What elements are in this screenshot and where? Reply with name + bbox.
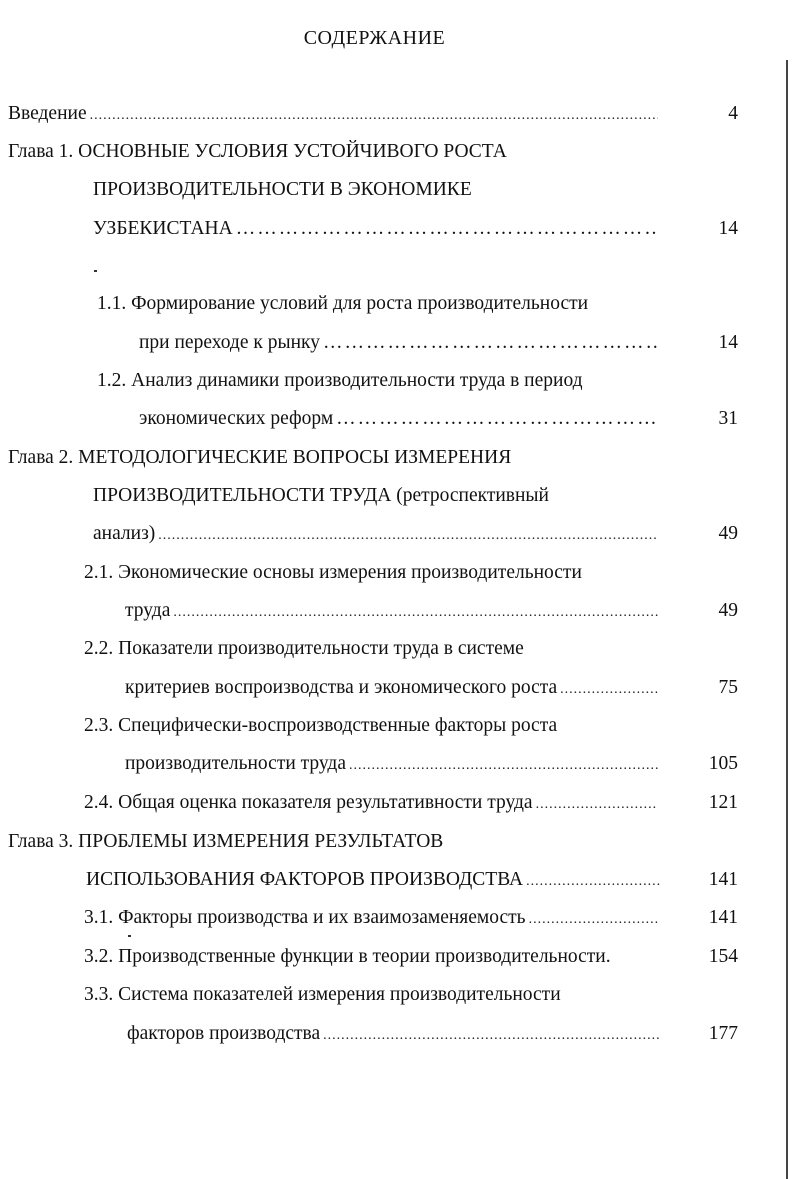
toc-entry-label: факторов производства — [127, 1023, 321, 1044]
toc-entry-label: Глава 1. ОСНОВНЫЕ УСЛОВИЯ УСТОЙЧИВОГО РОСТА — [8, 141, 507, 162]
toc-entry-2-3-cont[interactable] — [125, 751, 658, 777]
toc-entry-label: Глава 2. МЕТОДОЛОГИЧЕСКИЕ ВОПРОСЫ ИЗМЕРЕНИЯ — [8, 447, 512, 468]
scan-edge-line — [786, 60, 788, 1179]
toc-entry-3-3-cont[interactable] — [127, 1021, 661, 1047]
toc-entry-3-1[interactable] — [84, 905, 658, 931]
toc-entry-1-2[interactable] — [97, 368, 583, 394]
chapter-3-heading-end[interactable] — [86, 867, 661, 893]
toc-entry-label: ИСПОЛЬЗОВАНИЯ ФАКТОРОВ ПРОИЗВОДСТВА — [86, 869, 524, 890]
dot-leader — [323, 330, 658, 356]
toc-entry-label: 2.2. Показатели производительности труда в системе — [84, 638, 524, 659]
toc-entry-label: 3.3. Система показателей измерения производительности — [84, 984, 561, 1005]
toc-entry-introduction[interactable] — [8, 101, 658, 127]
toc-entry-label: при переходе к рынку — [139, 332, 320, 353]
dot-leader — [158, 523, 658, 547]
toc-entry-label: 3.1. Факторы производства и их взаимозаменяемость — [84, 907, 526, 928]
toc-entry-label: 1.1. Формирование условий для роста производительности — [97, 293, 589, 314]
toc-entry-label: 1.2. Анализ динамики производительности труда в период — [97, 370, 583, 391]
dot-leader — [560, 677, 658, 701]
page-number: 75 — [718, 677, 738, 698]
toc-entry-label: 3.2. Производственные функции в теории производительности. — [84, 946, 611, 967]
dot-leader — [90, 103, 658, 127]
toc-entry-label: Глава 3. ПРОБЛЕМЫ ИЗМЕРЕНИЯ РЕЗУЛЬТАТОВ — [8, 831, 444, 852]
toc-entry-label: 2.1. Экономические основы измерения производительности — [84, 562, 582, 583]
dot-leader — [336, 406, 658, 432]
dot-leader — [236, 216, 658, 242]
chapter-2-heading-end[interactable] — [93, 521, 658, 547]
toc-entry-label: критериев воспроизводства и экономического роста — [125, 677, 558, 698]
scan-speck — [128, 935, 131, 937]
page-number: 49 — [718, 600, 738, 621]
toc-entry-label: 2.4. Общая оценка показателя результативности труда — [84, 792, 533, 813]
toc-entry-1-2-cont[interactable] — [139, 406, 658, 432]
toc-entry-label: экономических реформ — [139, 408, 334, 429]
chapter-1-heading[interactable] — [8, 139, 507, 165]
toc-entry-3-3[interactable] — [84, 982, 561, 1008]
page-title: СОДЕРЖАНИЕ — [303, 27, 446, 49]
toc-entry-label: анализ) — [93, 523, 156, 544]
dot-leader — [526, 869, 661, 893]
toc-entry-2-1-cont[interactable] — [125, 598, 658, 624]
dot-leader — [173, 600, 658, 624]
toc-entry-2-4[interactable] — [84, 790, 658, 816]
toc-entry-label: 2.3. Специфически-воспроизводственные факторы роста — [84, 715, 558, 736]
toc-entry-label: ПРОИЗВОДИТЕЛЬНОСТИ ТРУДА (ретроспективный — [93, 485, 549, 506]
toc-entry-2-1[interactable] — [84, 560, 582, 586]
page-number: 14 — [718, 218, 738, 239]
toc-entry-2-2-cont[interactable] — [125, 675, 658, 701]
toc-entry-label: ПРОИЗВОДИТЕЛЬНОСТИ В ЭКОНОМИКЕ — [93, 179, 472, 200]
page-number: 49 — [718, 523, 738, 544]
toc-entry-label: Введение — [8, 103, 87, 124]
dot-leader — [349, 753, 658, 777]
chapter-2-heading[interactable] — [8, 445, 511, 471]
page-number: 141 — [708, 907, 738, 928]
page-number: 121 — [708, 792, 738, 813]
toc-entry-3-2[interactable] — [84, 944, 611, 970]
toc-entry-1-1-cont[interactable] — [139, 330, 658, 356]
toc-entry-1-1[interactable] — [97, 291, 588, 317]
toc-entry-2-3[interactable] — [84, 713, 557, 739]
toc-entry-2-2[interactable] — [84, 636, 524, 662]
dot-leader — [323, 1023, 661, 1047]
page-number: 141 — [708, 869, 738, 890]
chapter-1-heading-cont — [93, 177, 472, 203]
dot-leader — [529, 907, 658, 931]
toc-entry-label: УЗБЕКИСТАНА — [93, 218, 233, 239]
page-number: 154 — [708, 946, 738, 967]
page-number: 4 — [728, 103, 738, 124]
page-number: 177 — [708, 1023, 738, 1044]
chapter-3-heading[interactable] — [8, 829, 443, 855]
page-number: 31 — [718, 408, 738, 429]
page-number: 14 — [718, 332, 738, 353]
chapter-2-heading-cont — [93, 483, 549, 509]
dot-leader — [536, 792, 658, 816]
scan-speck — [94, 270, 97, 272]
chapter-1-heading-end[interactable] — [93, 216, 658, 242]
toc-entry-label: производительности труда — [125, 753, 347, 774]
page-number: 105 — [708, 753, 738, 774]
toc-entry-label: труда — [125, 600, 171, 621]
